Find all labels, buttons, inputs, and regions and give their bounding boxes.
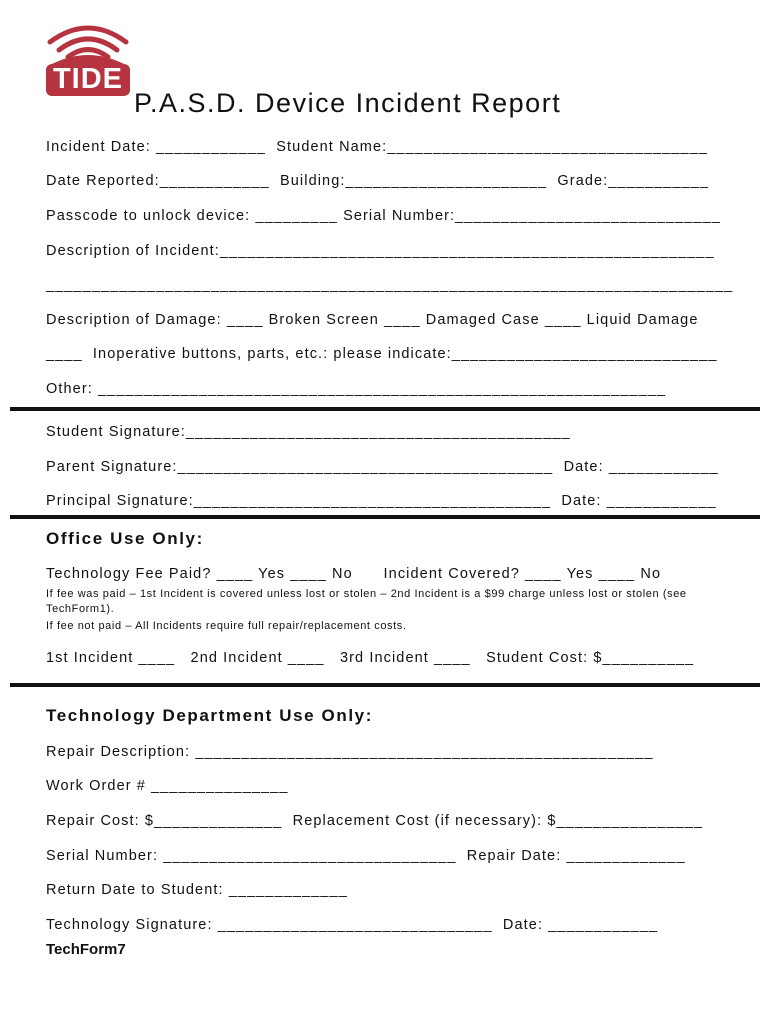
tide-logo (42, 20, 134, 100)
passcode-label: Passcode to unlock device: _________ (46, 208, 338, 224)
inoperative-field[interactable]: ____ Inoperative buttons, parts, etc.: please indicate:_____________________________ (46, 346, 718, 362)
passcode-row[interactable] (46, 208, 721, 224)
damaged-case-option: Damaged Case ____ (425, 312, 582, 328)
grade-label: Grade:___________ (557, 173, 710, 189)
description-damage-row[interactable] (46, 312, 699, 328)
tech-serial-number-label: Serial Number: ________________________________ (46, 848, 457, 864)
tech-date-label: Date: ____________ (502, 917, 659, 933)
principal-signature-label: Principal Signature:_______________________________________ (46, 493, 552, 509)
principal-date-label: Date: ____________ (561, 493, 717, 509)
office-use-heading: Office Use Only: (46, 529, 204, 548)
parent-signature-row[interactable] (46, 459, 719, 475)
incident-date-field[interactable] (46, 139, 708, 155)
student-cost-label: Student Cost: $__________ (486, 650, 695, 666)
replacement-cost-label: Replacement Cost (if necessary): $________________ (292, 813, 704, 829)
fee-note-line-2: TechForm1). (46, 603, 115, 615)
date-reported-row[interactable] (46, 173, 709, 189)
parent-date-label: Date: ____________ (563, 459, 719, 475)
repair-description-field[interactable]: Repair Description: __________________________________________________ (46, 744, 654, 760)
tech-fee-label: Technology Fee Paid? ____ Yes ____ No (46, 566, 353, 582)
repair-cost-row[interactable] (46, 813, 703, 829)
page-title: P.A.S.D. Device Incident Report (134, 88, 562, 118)
principal-signature-row[interactable] (46, 493, 717, 509)
form-id-footer: TechForm7 (46, 941, 126, 958)
second-incident-label: 2nd Incident ____ (190, 650, 325, 666)
tech-serial-row[interactable] (46, 848, 686, 864)
fee-note-line-3: If fee not paid – All Incidents require full repair/replacement costs. (46, 620, 407, 632)
third-incident-label: 3rd Incident ____ (339, 650, 471, 666)
first-incident-label: 1st Incident ____ (46, 650, 176, 666)
parent-signature-label: Parent Signature:_________________________________________ (46, 459, 554, 475)
building-label: Building:______________________ (279, 173, 548, 189)
logo-text: TIDE (52, 63, 124, 95)
liquid-damage-option: Liquid Damage (586, 312, 699, 328)
tech-fee-row[interactable] (46, 566, 661, 582)
tech-signature-row[interactable] (46, 917, 658, 933)
incident-date-label: Incident Date: ____________ (46, 139, 266, 155)
other-field[interactable]: Other: ______________________________________________________________ (46, 381, 667, 397)
tech-dept-heading: Technology Department Use Only: (46, 706, 373, 725)
incident-count-row[interactable] (46, 650, 694, 666)
fee-note-line-1: If fee was paid – 1st Incident is covered unless lost or stolen – 2nd Incident is a $99 charge unless lost or stolen (see (46, 588, 687, 600)
description-damage-label: Description of Damage: ____ (46, 312, 264, 328)
serial-number-label: Serial Number:_____________________________ (343, 208, 721, 224)
student-signature-field[interactable]: Student Signature:__________________________________________ (46, 424, 571, 440)
tech-signature-label: Technology Signature: ______________________________ (46, 917, 493, 933)
section-divider-2 (10, 515, 760, 519)
repair-date-label: Repair Date: _____________ (466, 848, 686, 864)
broken-screen-option: Broken Screen ____ (268, 312, 421, 328)
section-divider-3 (10, 683, 760, 687)
section-divider-1 (10, 407, 760, 411)
date-reported-label: Date Reported:____________ (46, 173, 270, 189)
description-incident-field[interactable]: Description of Incident:______________________________________________________ (46, 243, 715, 259)
student-name-label: Student Name:___________________________________ (276, 139, 709, 155)
repair-cost-label: Repair Cost: $______________ (46, 813, 283, 829)
work-order-field[interactable]: Work Order # _______________ (46, 778, 289, 794)
description-incident-continued[interactable]: ___________________________________________________________________________ (46, 277, 734, 293)
return-date-field[interactable]: Return Date to Student: _____________ (46, 882, 348, 898)
incident-covered-label: Incident Covered? ____ Yes ____ No (383, 566, 662, 582)
